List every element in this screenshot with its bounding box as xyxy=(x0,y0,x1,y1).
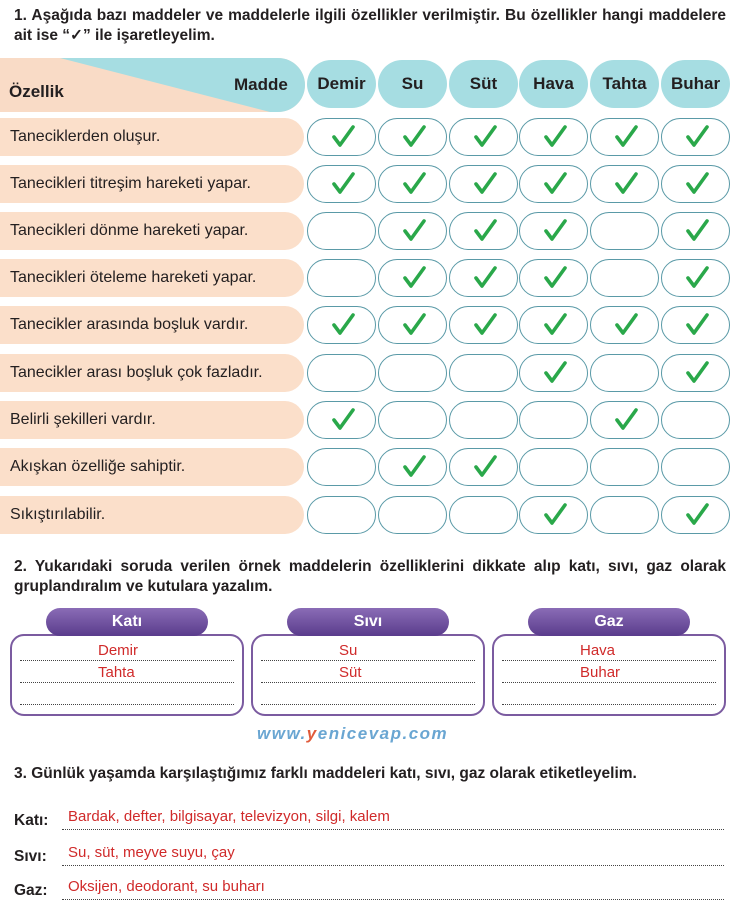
check-cell[interactable] xyxy=(378,354,447,392)
question-1-title: 1. Aşağıda bazı maddeler ve maddelerle ilgili özellikler verilmiştir. Bu özellikler hangi maddelere ait ise “✓” ile işaretleyelim. xyxy=(14,7,726,44)
check-cell[interactable] xyxy=(661,306,730,344)
check-icon xyxy=(540,500,570,530)
answer-line[interactable] xyxy=(20,682,234,683)
check-icon xyxy=(540,358,570,388)
check-icon xyxy=(470,169,500,199)
check-cell[interactable] xyxy=(661,354,730,392)
check-cell[interactable] xyxy=(519,496,588,534)
check-cell[interactable] xyxy=(519,354,588,392)
check-cell[interactable] xyxy=(661,259,730,297)
check-icon xyxy=(611,169,641,199)
group-title: Katı xyxy=(46,608,208,636)
q3-label: Gaz: xyxy=(14,882,48,899)
row-label: Tanecikler arası boşluk çok fazladır. xyxy=(0,354,304,392)
answer-line[interactable] xyxy=(502,682,716,683)
check-icon xyxy=(470,122,500,152)
column-header: Tahta xyxy=(590,60,659,108)
check-cell[interactable] xyxy=(590,496,659,534)
check-cell[interactable] xyxy=(378,118,447,156)
check-cell[interactable] xyxy=(307,165,376,203)
check-cell[interactable] xyxy=(590,118,659,156)
group-answer: Buhar xyxy=(580,664,621,681)
check-cell[interactable] xyxy=(590,165,659,203)
check-icon xyxy=(540,122,570,152)
check-cell[interactable] xyxy=(519,118,588,156)
check-cell[interactable] xyxy=(449,401,518,439)
row-label: Akışkan özelliğe sahiptir. xyxy=(0,448,304,486)
check-icon xyxy=(682,358,712,388)
answer-line[interactable] xyxy=(261,660,475,661)
answer-line[interactable] xyxy=(20,660,234,661)
check-icon xyxy=(399,216,429,246)
check-cell[interactable] xyxy=(590,306,659,344)
check-cell[interactable] xyxy=(449,448,518,486)
row-label: Sıkıştırılabilir. xyxy=(0,496,304,534)
check-icon xyxy=(328,122,358,152)
check-cell[interactable] xyxy=(307,354,376,392)
header-madde: Madde xyxy=(234,75,288,94)
check-cell[interactable] xyxy=(307,118,376,156)
check-cell[interactable] xyxy=(449,259,518,297)
check-cell[interactable] xyxy=(449,496,518,534)
check-cell[interactable] xyxy=(378,496,447,534)
check-cell[interactable] xyxy=(449,212,518,250)
group-answer: Hava xyxy=(580,642,616,659)
check-icon xyxy=(399,452,429,482)
check-cell[interactable] xyxy=(519,259,588,297)
group-answer: Demir xyxy=(98,642,138,659)
check-icon xyxy=(399,169,429,199)
check-cell[interactable] xyxy=(449,118,518,156)
group-answer: Süt xyxy=(339,664,362,681)
check-cell[interactable] xyxy=(449,306,518,344)
check-cell[interactable] xyxy=(519,401,588,439)
check-cell[interactable] xyxy=(378,401,447,439)
check-icon xyxy=(470,310,500,340)
check-cell[interactable] xyxy=(661,118,730,156)
row-label: Tanecikleri titreşim hareketi yapar. xyxy=(0,165,304,203)
column-header: Buhar xyxy=(661,60,730,108)
check-icon xyxy=(470,263,500,293)
row-label: Belirli şekilleri vardır. xyxy=(0,401,304,439)
check-cell[interactable] xyxy=(307,448,376,486)
check-cell[interactable] xyxy=(590,401,659,439)
answer-line[interactable] xyxy=(20,704,234,705)
check-cell[interactable] xyxy=(519,306,588,344)
q3-answer: Su, süt, meyve suyu, çay xyxy=(68,844,235,861)
check-icon xyxy=(540,310,570,340)
check-cell[interactable] xyxy=(449,165,518,203)
check-icon xyxy=(328,405,358,435)
answer-line[interactable] xyxy=(261,704,475,705)
check-icon xyxy=(540,216,570,246)
row-label: Tanecikleri dönme hareketi yapar. xyxy=(0,212,304,250)
check-icon xyxy=(611,405,641,435)
check-icon xyxy=(682,169,712,199)
check-icon xyxy=(540,169,570,199)
q3-answer: Bardak, defter, bilgisayar, televizyon, silgi, kalem xyxy=(68,808,390,825)
check-icon xyxy=(470,452,500,482)
q3-label: Katı: xyxy=(14,812,49,829)
check-cell[interactable] xyxy=(378,212,447,250)
q3-answer-line[interactable] xyxy=(62,865,724,866)
check-cell[interactable] xyxy=(378,448,447,486)
q3-answer-line[interactable] xyxy=(62,899,724,900)
check-icon xyxy=(682,216,712,246)
column-header: Su xyxy=(378,60,447,108)
check-cell[interactable] xyxy=(307,259,376,297)
check-cell[interactable] xyxy=(307,401,376,439)
check-icon xyxy=(682,500,712,530)
answer-line[interactable] xyxy=(502,660,716,661)
check-icon xyxy=(540,263,570,293)
check-icon xyxy=(399,122,429,152)
column-header: Demir xyxy=(307,60,376,108)
header-ozellik: Özellik xyxy=(9,82,64,101)
check-icon xyxy=(328,169,358,199)
check-cell[interactable] xyxy=(590,259,659,297)
q3-answer-line[interactable] xyxy=(62,829,724,830)
check-icon xyxy=(399,310,429,340)
question-2-title: 2. Yukarıdaki soruda verilen örnek maddelerin özelliklerini dikkate alıp katı, sıvı, gaz olarak gruplandıralım ve kutulara yazalım. xyxy=(14,558,726,595)
check-cell[interactable] xyxy=(590,448,659,486)
check-icon xyxy=(399,263,429,293)
check-cell[interactable] xyxy=(378,165,447,203)
check-icon xyxy=(611,310,641,340)
group-answer: Tahta xyxy=(98,664,135,681)
check-cell[interactable] xyxy=(661,212,730,250)
check-cell[interactable] xyxy=(661,448,730,486)
row-label: Taneciklerden oluşur. xyxy=(0,118,304,156)
check-cell[interactable] xyxy=(661,496,730,534)
check-cell[interactable] xyxy=(449,354,518,392)
check-cell[interactable] xyxy=(519,165,588,203)
group-title: Gaz xyxy=(528,608,690,636)
check-icon xyxy=(611,122,641,152)
check-icon xyxy=(682,263,712,293)
q3-label: Sıvı: xyxy=(14,848,47,865)
check-cell[interactable] xyxy=(590,354,659,392)
watermark: www.yenicevap.com xyxy=(257,724,449,743)
check-cell[interactable] xyxy=(661,165,730,203)
q3-answer: Oksijen, deodorant, su buharı xyxy=(68,878,265,895)
check-cell[interactable] xyxy=(307,496,376,534)
group-title: Sıvı xyxy=(287,608,449,636)
column-header: Süt xyxy=(449,60,518,108)
check-cell[interactable] xyxy=(519,212,588,250)
row-label: Tanecikler arasında boşluk vardır. xyxy=(0,306,304,344)
check-cell[interactable] xyxy=(307,212,376,250)
check-icon xyxy=(470,216,500,246)
row-label: Tanecikleri öteleme hareketi yapar. xyxy=(0,259,304,297)
group-answer: Su xyxy=(339,642,358,659)
check-icon xyxy=(682,122,712,152)
check-icon xyxy=(328,310,358,340)
check-icon xyxy=(682,310,712,340)
answer-line[interactable] xyxy=(261,682,475,683)
answer-line[interactable] xyxy=(502,704,716,705)
column-header: Hava xyxy=(519,60,588,108)
check-cell[interactable] xyxy=(590,212,659,250)
check-cell[interactable] xyxy=(519,448,588,486)
check-cell[interactable] xyxy=(661,401,730,439)
check-cell[interactable] xyxy=(378,306,447,344)
check-cell[interactable] xyxy=(378,259,447,297)
question-3-title: 3. Günlük yaşamda karşılaştığımız farklı maddeleri katı, sıvı, gaz olarak etiketleyelim. xyxy=(14,765,637,782)
check-cell[interactable] xyxy=(307,306,376,344)
